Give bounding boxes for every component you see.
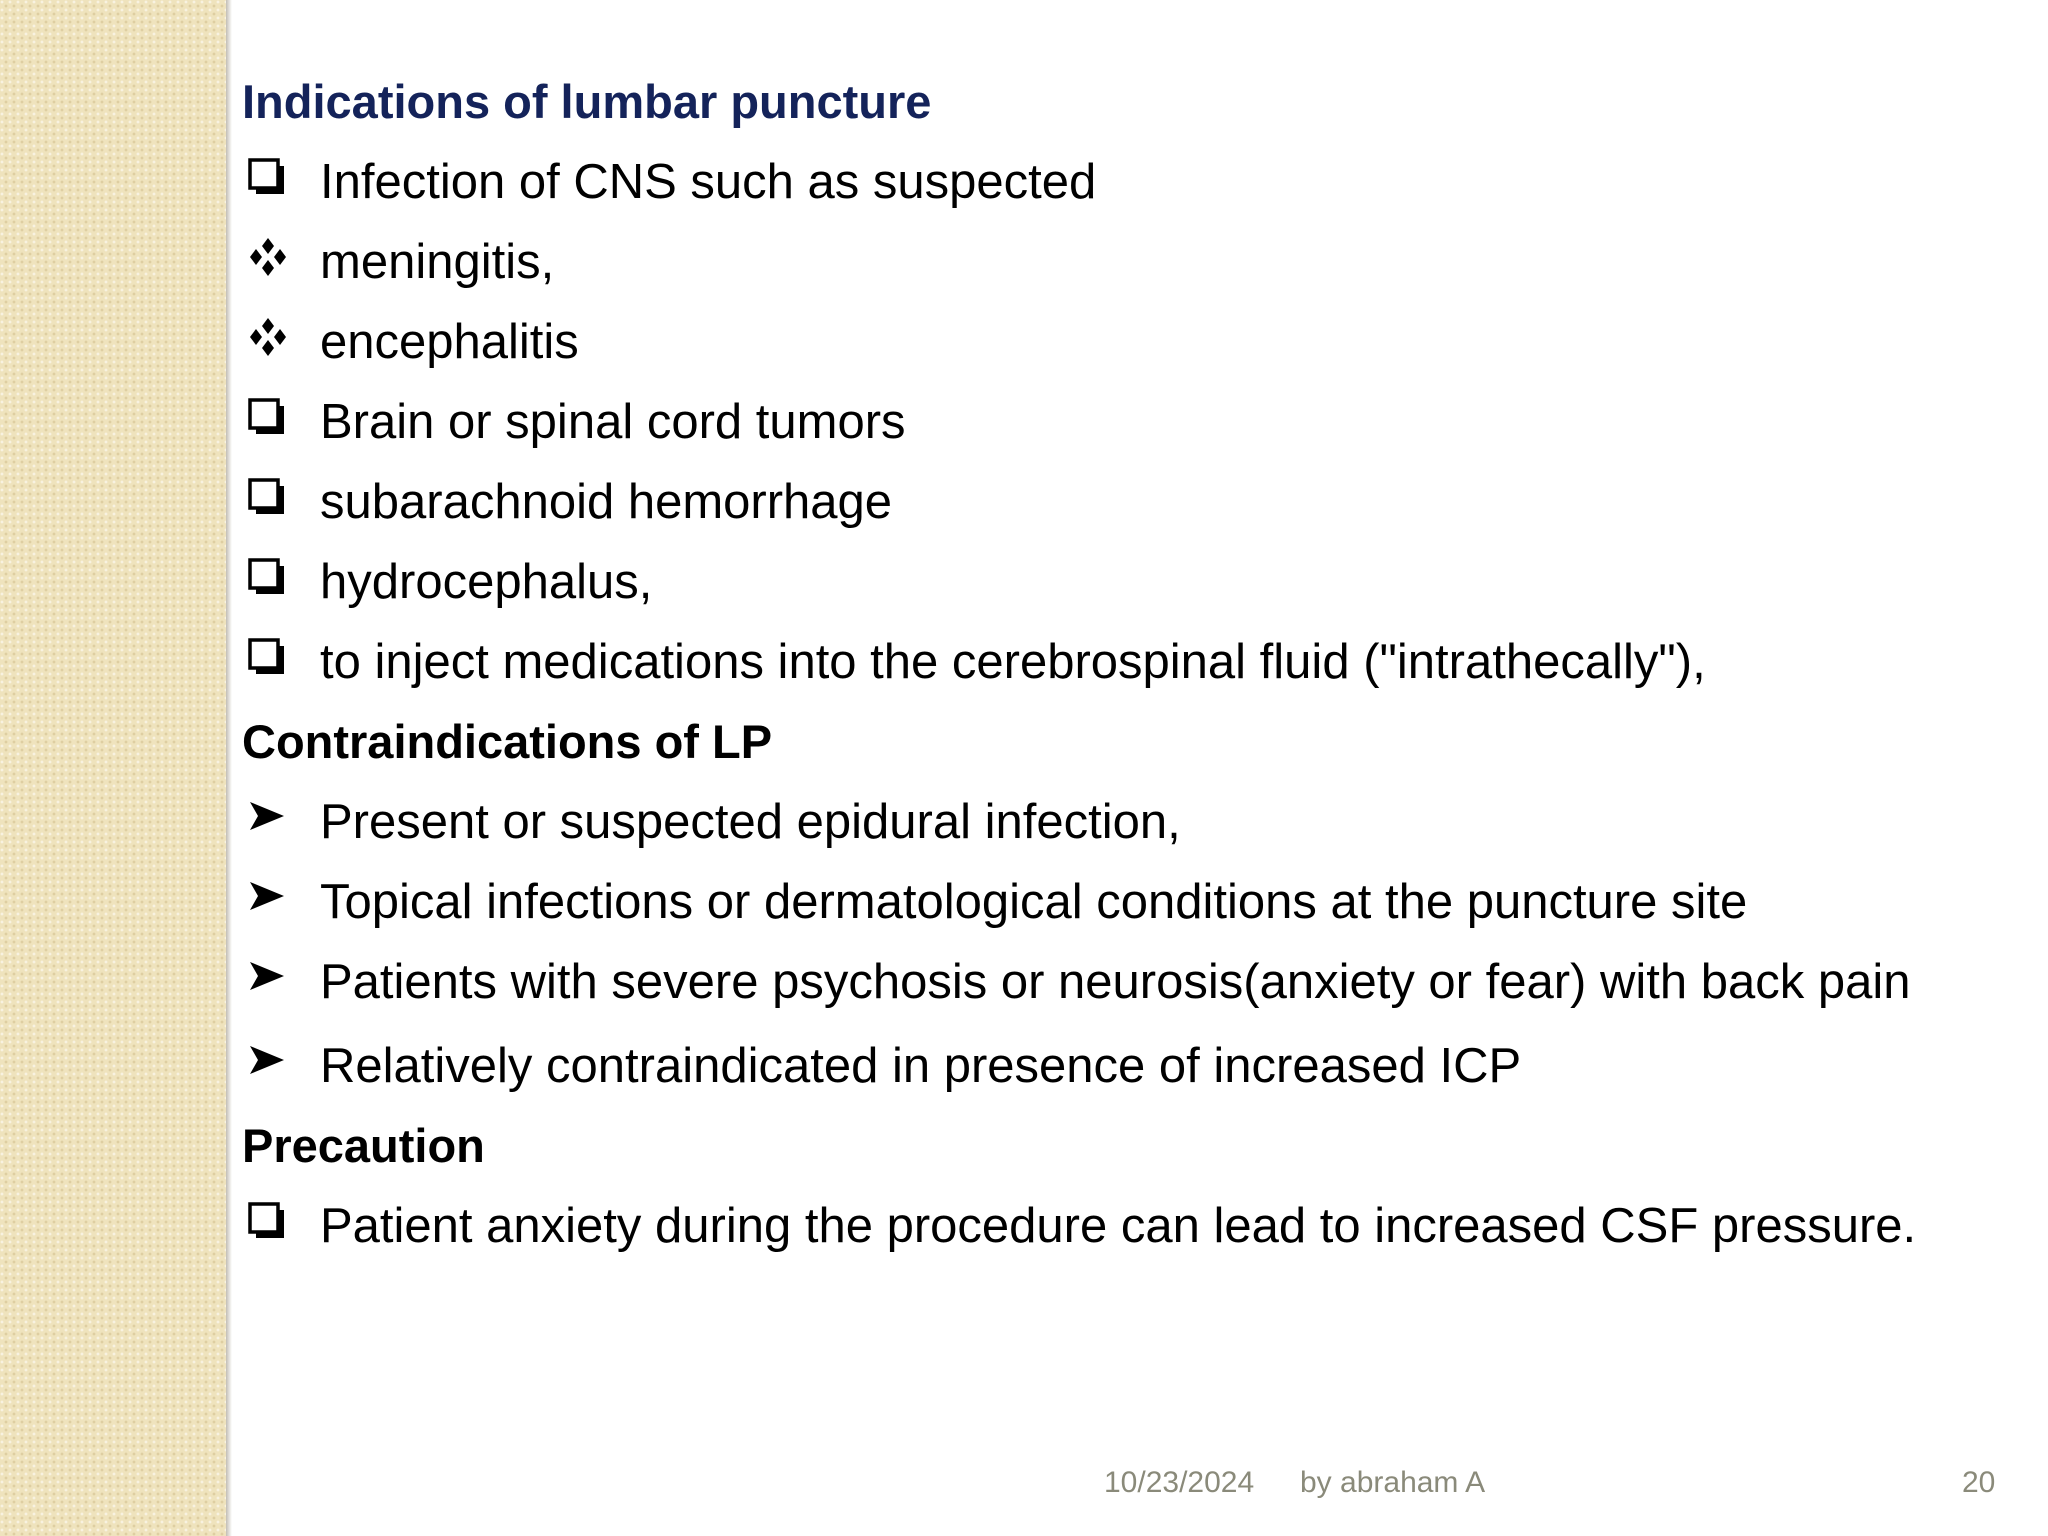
list-item-indication	[242, 222, 1922, 302]
slide-number: 20	[1962, 1466, 1996, 1499]
indication-text: Brain or spinal cord tumors	[320, 395, 906, 449]
diamond-cluster-icon	[246, 316, 290, 360]
arrowhead-icon	[246, 796, 290, 840]
checkbox-square-icon	[246, 636, 290, 680]
checkbox-square-icon	[246, 556, 290, 600]
checkbox-square-icon	[246, 156, 290, 200]
checkbox-square-icon	[246, 476, 290, 520]
indication-text: encephalitis	[320, 315, 579, 369]
list-item-indication	[242, 382, 1922, 462]
list-item-contraindication	[242, 862, 1922, 942]
diamond-cluster-icon	[246, 236, 290, 280]
list-item-indication	[242, 622, 1922, 702]
precaution-heading: Precaution	[242, 1119, 485, 1172]
list-item-contraindication	[242, 782, 1922, 862]
arrowhead-icon	[246, 876, 290, 920]
arrowhead-icon	[246, 956, 290, 1000]
list-item-indication	[242, 302, 1922, 382]
list-item-indication	[242, 542, 1922, 622]
decorative-side-band	[0, 0, 226, 1536]
checkbox-square-icon	[246, 396, 290, 440]
indication-text: Infection of CNS such as suspected	[320, 155, 1097, 209]
list-item-contraindication	[242, 1026, 1922, 1106]
list-item-indication	[242, 462, 1922, 542]
slide-title: Indications of lumbar puncture	[242, 75, 932, 128]
contraindication-text: Topical infections or dermatological conditions at the puncture site	[320, 875, 1748, 929]
list-item-contraindication	[242, 942, 1922, 1026]
footer-author: by abraham A	[1300, 1466, 1486, 1499]
contraindications-heading: Contraindications of LP	[242, 715, 773, 768]
indication-text: to inject medications into the cerebrospinal fluid ("intrathecally"),	[320, 635, 1706, 689]
list-item-indication	[242, 142, 1922, 222]
indication-text: subarachnoid hemorrhage	[320, 475, 893, 529]
list-item-precaution	[242, 1186, 1922, 1270]
indication-text: meningitis,	[320, 235, 555, 289]
slide-body	[242, 62, 1922, 1270]
precaution-text: Patient anxiety during the procedure can lead to increased CSF pressure.	[320, 1199, 1917, 1253]
arrowhead-icon	[246, 1040, 290, 1084]
side-band-shadow	[226, 0, 232, 1536]
footer-date: 10/23/2024	[1104, 1466, 1255, 1499]
contraindication-text: Present or suspected epidural infection,	[320, 795, 1181, 849]
contraindication-text: Patients with severe psychosis or neurosis(anxiety or fear) with back pain	[320, 955, 1911, 1009]
contraindication-text: Relatively contraindicated in presence of increased ICP	[320, 1039, 1522, 1093]
checkbox-square-icon	[246, 1200, 290, 1244]
indication-text: hydrocephalus,	[320, 555, 653, 609]
